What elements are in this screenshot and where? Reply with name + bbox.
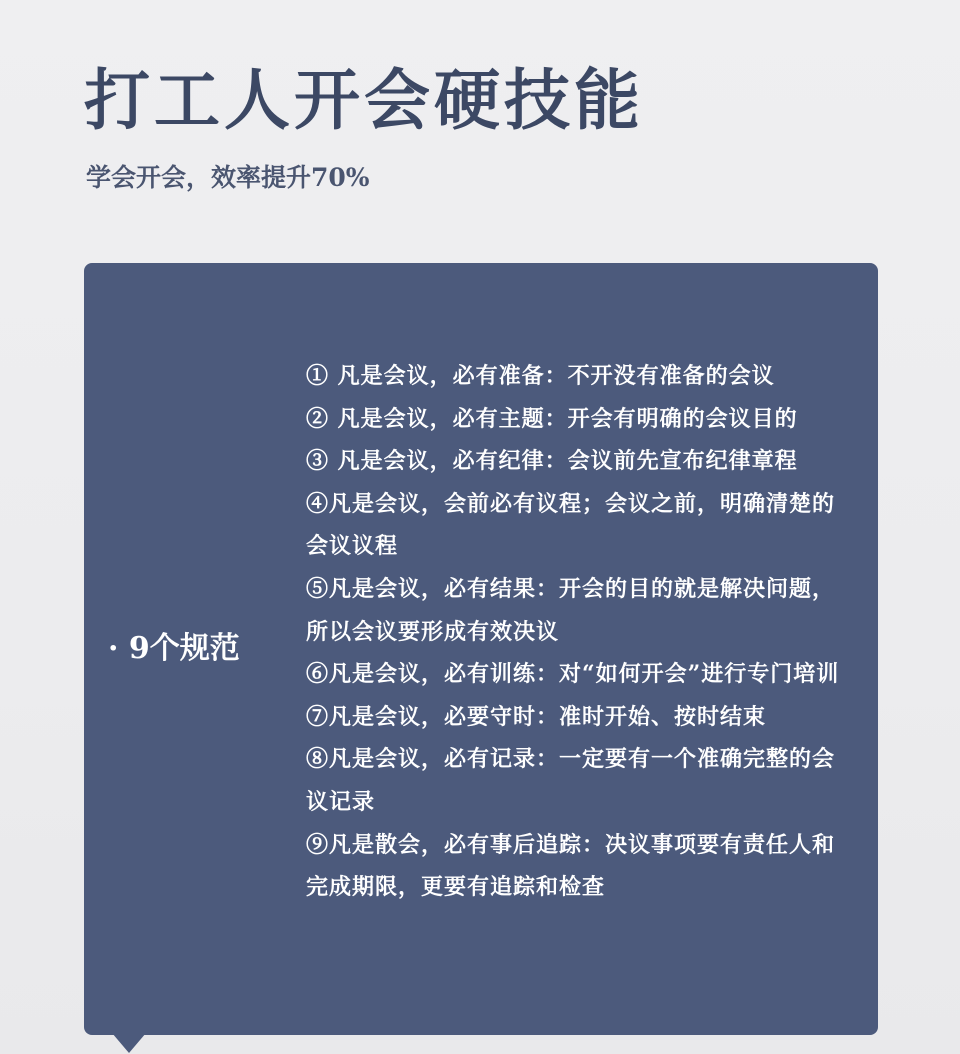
rule-item-6: ⑥凡是会议，必有训练：对“如何开会”进行专门培训 xyxy=(306,661,840,688)
rule-item-1: ① 凡是会议，必有准备：不开没有准备的会议 xyxy=(306,363,775,389)
rule-item-3: ③ 凡是会议，必有纪律：会议前先宣布纪律章程 xyxy=(306,448,798,475)
rule-list xyxy=(306,355,846,909)
panel-pointer xyxy=(112,1033,146,1053)
rule-item-9: ⑨凡是散会，必有事后追踪：决议事项要有责任人和完成期限，更要有追踪和检查 xyxy=(306,831,836,901)
rules-panel xyxy=(84,263,878,1035)
rule-item-2: ② 凡是会议，必有主题：开会有明确的会议目的 xyxy=(306,405,798,432)
section-label: · 9个规范 xyxy=(108,631,240,666)
page-subtitle: 学会开会，效率提升70% xyxy=(86,163,370,192)
rule-item-4: ④凡是会议，会前必有议程；会议之前，明确清楚的会议议程 xyxy=(306,490,836,560)
rule-item-8: ⑧凡是会议，必有记录：一定要有一个准确完整的会议记录 xyxy=(306,746,836,815)
rule-item-5: ⑤凡是会议，必有结果：开会的目的就是解决问题，所以会议要形成有效决议 xyxy=(306,575,836,645)
rule-item-7: ⑦凡是会议，必要守时：准时开始、按时结束 xyxy=(306,703,767,730)
page-title: 打工人开会硬技能 xyxy=(84,61,644,139)
